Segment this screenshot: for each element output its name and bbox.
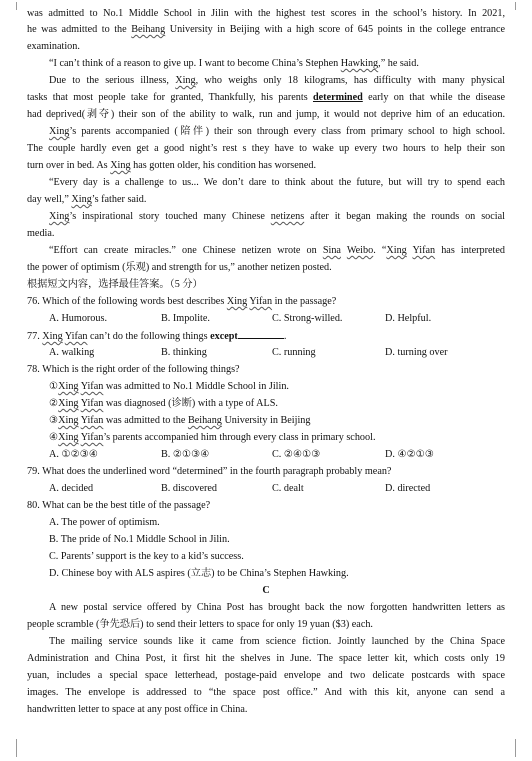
passage-line: had deprived(剥夺) their son of the ability to walk, run and jump, it would not deprive him of an education. <box>27 109 505 120</box>
event-item: ②Xing Yifan was diagnosed (诊断) with a type of ALS. <box>49 398 278 409</box>
underlined-word-determined: determined <box>312 92 363 103</box>
crop-mark-top-left <box>2 2 17 10</box>
passage-line: “Every day is a challenge to us... We don’t dare to think about the future, but will try to spend each <box>49 177 505 188</box>
event-item: ①Xing Yifan was admitted to No.1 Middle School in Jilin. <box>49 381 289 392</box>
option-77-a[interactable]: A. walking <box>49 347 95 358</box>
passage-line: handwritten letter to space at any post office in China. <box>27 704 248 715</box>
instruction: 根据短文内容，选择最佳答案。（5 分） <box>27 279 203 290</box>
option-80-a[interactable]: A. The power of optimism. <box>49 517 160 528</box>
event-item: ③Xing Yifan was admitted to the Beihang University in Beijing <box>49 415 311 426</box>
passage-line: A new postal service offered by China Post has brought back the now forgotten handwritten letters as <box>49 602 505 613</box>
option-77-c[interactable]: C. running <box>272 347 316 358</box>
crop-mark-top-right <box>515 2 530 10</box>
passage-line: he was admitted to the Beihang University in Beijing with a high score of 645 points in the college entrance <box>27 24 506 35</box>
passage-line: media. <box>27 228 55 239</box>
passage-line: The couple hardly even get a good night’s rest s they have to wake up every two hours to help their son <box>27 143 505 154</box>
option-78-c[interactable]: C. ②④①③ <box>272 449 321 460</box>
answer-blank <box>238 329 284 339</box>
section-heading: C <box>262 585 270 596</box>
option-79-d[interactable]: D. directed <box>385 483 431 494</box>
event-item: ④Xing Yifan’s parents accompanied him through every class in primary school. <box>49 432 376 443</box>
question-78: 78. Which is the right order of the following things? <box>27 364 240 375</box>
question-77: 77. Xing Yifan can’t do the following things except . <box>27 331 287 342</box>
option-76-b[interactable]: B. Impolite. <box>161 313 210 324</box>
option-79-c[interactable]: C. dealt <box>272 483 304 494</box>
passage-line: Xing’s parents accompanied (陪伴) their son through every class from primary school to high school. <box>49 126 505 137</box>
passage-line: “Effort can create miracles.” one Chinese netizen wrote on Sina Weibo. “Xing Yifan has interpreted <box>49 245 505 256</box>
passage-line: Due to the serious illness, Xing, who weighs only 18 kilograms, has difficulty with many physical <box>49 75 505 86</box>
option-76-d[interactable]: D. Helpful. <box>385 313 432 324</box>
passage-line: yuan, includes a special space letterhead, postage-paid envelope and two delicate postcards with space <box>27 670 505 681</box>
question-80: 80. What can be the best title of the passage? <box>27 500 211 511</box>
passage-line: tasks that most people take for granted, Thankfully, his parents determined early on that while the disease <box>27 92 505 103</box>
passage-line: people scramble (争先恐后) to send their letters to space for only 19 yuan ($3) each. <box>27 619 373 630</box>
passage-line: The mailing service sounds like it came from science fiction. Jointly launched by the China Space <box>49 636 505 647</box>
option-80-c[interactable]: C. Parents’ support is the key to a kid’s success. <box>49 551 244 562</box>
passage-line: was admitted to No.1 Middle School in Jilin with the highest test scores in the school’s history. In 2021, <box>27 8 505 19</box>
passage-line: Administration and China Post, it first hit the shelves in June. The space letter kit, which costs only 19 <box>27 653 505 664</box>
passage-line: “I can’t think of a reason to give up. I want to become China’s Stephen Hawking,” he said. <box>49 58 419 69</box>
option-77-b[interactable]: B. thinking <box>161 347 207 358</box>
passage-line: images. The envelope is addressed to “the space post office.” And with this kit, anyone can send a <box>27 687 505 698</box>
option-80-b[interactable]: B. The pride of No.1 Middle School in Jilin. <box>49 534 230 545</box>
passage-line: day well,” Xing’s father said. <box>27 194 147 205</box>
option-78-d[interactable]: D. ④②①③ <box>385 449 434 460</box>
question-76: 76. Which of the following words best describes Xing Yifan in the passage? <box>27 296 337 307</box>
passage-line: examination. <box>27 41 80 52</box>
option-78-b[interactable]: B. ②①③④ <box>161 449 210 460</box>
crop-mark-bottom-left <box>2 739 17 757</box>
crop-mark-bottom-right <box>515 739 530 757</box>
passage-line: Xing’s inspirational story touched many Chinese netizens after it began making the rounds on social <box>49 211 505 222</box>
option-80-d[interactable]: D. Chinese boy with ALS aspires (立志) to be China’s Stephen Hawking. <box>49 568 349 579</box>
passage-line: turn over in bed. As Xing has gotten older, his condition has worsened. <box>27 160 317 171</box>
option-76-c[interactable]: C. Strong-willed. <box>272 313 343 324</box>
option-79-b[interactable]: B. discovered <box>161 483 218 494</box>
option-79-a[interactable]: A. decided <box>49 483 94 494</box>
option-77-d[interactable]: D. turning over <box>385 347 448 358</box>
option-76-a[interactable]: A. Humorous. <box>49 313 108 324</box>
question-79: 79. What does the underlined word “determined” in the fourth paragraph probably mean? <box>27 466 392 477</box>
option-78-a[interactable]: A. ①②③④ <box>49 449 98 460</box>
passage-line: the power of optimism (乐观) and strength for us,” another netizen posted. <box>27 262 332 273</box>
